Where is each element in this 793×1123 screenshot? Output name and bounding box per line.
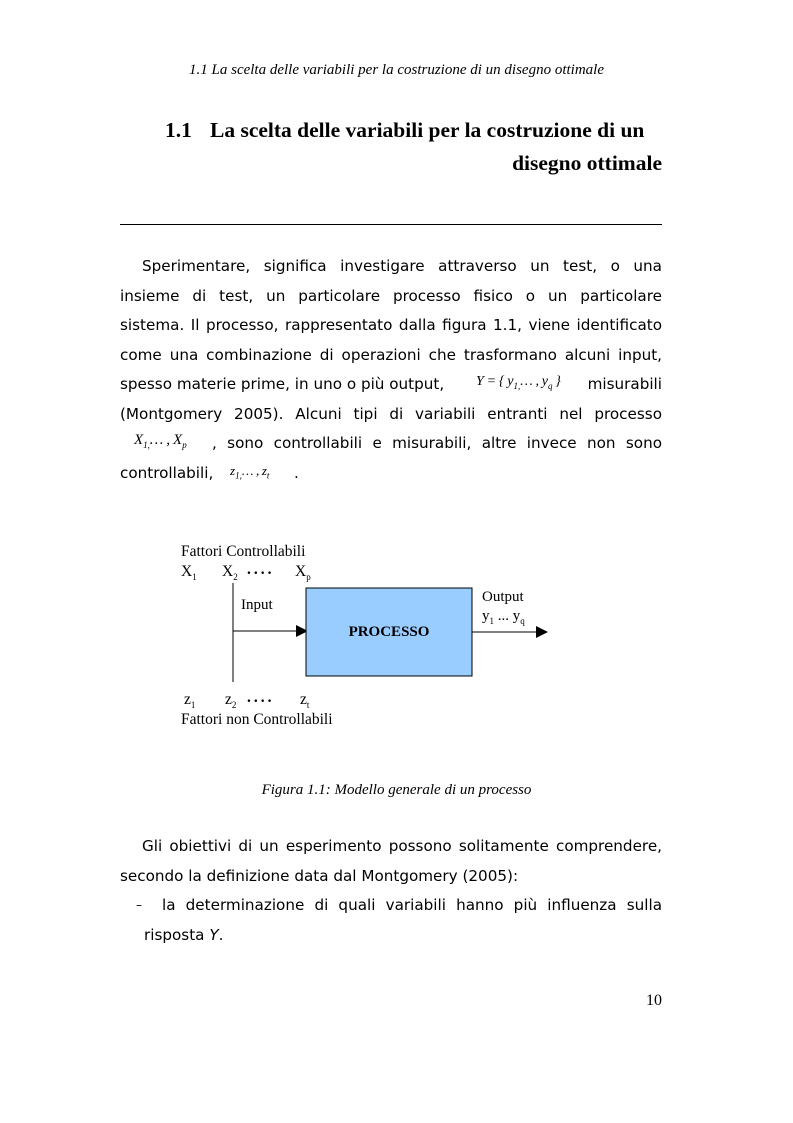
section-title-line2: disegno ottimale [512, 151, 662, 175]
text-line: insieme di test, un particolare processo fisico o un particolare [120, 286, 662, 305]
noise-var-z2: $z_2$ [225, 691, 237, 711]
output-arrowhead [536, 626, 548, 638]
figure-caption: Figura 1.1: Modello generale di un processo [261, 782, 532, 798]
math-output-set: Y = { $y_{1,}\dots$ , $y_q$ } [476, 374, 561, 391]
bullet-item [120, 891, 662, 921]
text-fragment: risposta [144, 925, 205, 944]
uncontrollable-factors-label: Fattori non Controllabili [181, 711, 333, 728]
output-vars: $y_1$ ... $y_q$ [482, 608, 525, 626]
process-label: PROCESSO [348, 624, 430, 640]
section-number: 1.1 [165, 118, 192, 142]
text-line: secondo la definizione data dal Montgomery (2005): [120, 866, 519, 885]
running-header: 1.1 La scelta delle variabili per la costruzione di un disegno ottimale [189, 62, 604, 78]
text-fragment: . [294, 463, 299, 482]
text-line: (Montgomery 2005). Alcuni tipi di variabili entranti nel processo [120, 404, 662, 423]
input-var-xp: $X_p$ [295, 563, 311, 583]
text-fragment: , sono controllabili e misurabili, altre invece non sono [212, 434, 662, 452]
input-label: Input [241, 597, 273, 613]
math-noise-vars: $z_{1,}\dots$ , $z_t$ [230, 462, 270, 481]
noise-var-zt: $z_t$ [300, 691, 310, 711]
text-fragment: spesso materie prime, in uno o più output, [120, 375, 445, 393]
text-line: sistema. Il processo, rappresentato dalla figura 1.1, viene identificato [120, 316, 662, 334]
input-var-x1: $X_1$ [181, 563, 197, 583]
response-var: Y [209, 925, 219, 944]
bullet-marker: – [136, 898, 142, 912]
text-fragment: misurabili [587, 375, 662, 393]
text-line: Gli obiettivi di un esperimento possono solitamente comprendere, [142, 837, 662, 855]
section-title-line1: La scelta delle variabili per la costruzione di un [210, 118, 645, 142]
noise-var-z1: $z_1$ [184, 691, 196, 711]
controllable-factors-label: Fattori Controllabili [181, 543, 306, 560]
paragraph-objectives [120, 832, 662, 950]
input-dots: .... [247, 561, 275, 578]
bullet-text: la determinazione di quali variabili hanno più influenza sulla [162, 896, 662, 914]
output-label: Output [482, 589, 524, 605]
bullet-continuation [120, 921, 662, 951]
input-var-x2: $X_2$ [222, 563, 238, 583]
page-number: 10 [646, 992, 662, 1009]
text-line: Sperimentare, significa investigare attraverso un test, o una [142, 257, 662, 275]
text-fragment: . [218, 925, 224, 944]
math-input-vars: $X_{1,}\dots$ , $X_p$ [134, 432, 187, 450]
text-fragment: controllabili, [120, 463, 214, 482]
text-line: come una combinazione di operazioni che trasformano alcuni input, [120, 345, 662, 364]
noise-dots: .... [247, 689, 275, 706]
